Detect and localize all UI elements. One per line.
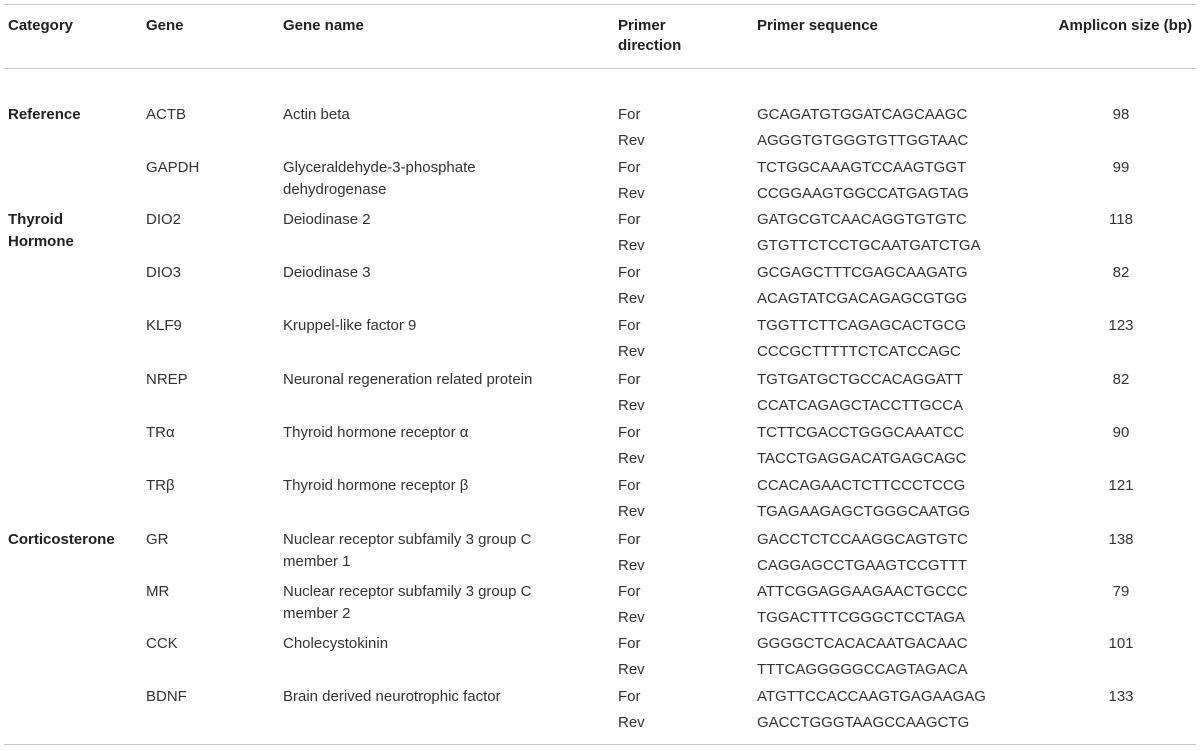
primer-sequence-rev: TACCTGAGGACATGAGCAGC — [757, 450, 967, 467]
primer-direction-for: For — [618, 531, 641, 548]
primer-sequence-for: GCAGATGTGGATCAGCAAGC — [757, 106, 968, 123]
primer-sequence-for: CCACAGAACTCTTCCCTCCG — [757, 477, 966, 494]
gene-symbol: TRα — [146, 424, 175, 441]
primer-sequence-for: GGGGCTCACACAATGACAAC — [757, 635, 968, 652]
gene-symbol: ACTB — [146, 106, 187, 123]
amplicon-size: 82 — [1112, 264, 1130, 281]
primer-direction-for: For — [618, 424, 641, 441]
primer-direction-for: For — [618, 317, 641, 334]
gene-symbol: NREP — [146, 371, 188, 388]
primer-direction-rev: Rev — [618, 290, 645, 307]
primer-sequence-for: TGTGATGCTGCCACAGGATT — [757, 371, 964, 388]
primer-sequence-for: TCTGGCAAAGTCCAAGTGGT — [757, 159, 967, 176]
primer-sequence-rev: TGGACTTTCGGGCTCCTAGA — [757, 609, 966, 626]
gene-name: Neuronal regeneration related protein — [283, 371, 533, 388]
gene-name: Brain derived neurotrophic factor — [283, 688, 501, 705]
gene-name: Cholecystokinin — [283, 635, 389, 652]
primer-direction-rev: Rev — [618, 450, 645, 467]
primer-sequence-for: GATGCGTCAACAGGTGTGTC — [757, 211, 967, 228]
amplicon-size: 98 — [1112, 106, 1130, 123]
gene-name: Kruppel-like factor 9 — [283, 317, 417, 334]
gene-symbol: CCK — [146, 635, 178, 652]
primer-direction-rev: Rev — [618, 237, 645, 254]
gene-name: Deiodinase 2 — [283, 211, 371, 228]
primer-direction-for: For — [618, 159, 641, 176]
amplicon-size: 121 — [1108, 477, 1134, 494]
header-primer-direction: Primer direction — [618, 17, 682, 54]
category-label: Thyroid Hormone — [8, 211, 74, 250]
amplicon-size: 101 — [1108, 635, 1134, 652]
primer-sequence-rev: TTTCAGGGGGCCAGTAGACA — [757, 661, 968, 678]
primer-direction-rev: Rev — [618, 661, 645, 678]
primer-direction-for: For — [618, 371, 641, 388]
primer-sequence-for: TGGTTCTTCAGAGCACTGCG — [757, 317, 967, 334]
gene-name: Actin beta — [283, 106, 350, 123]
gene-symbol: BDNF — [146, 688, 187, 705]
category-label: Corticosterone — [8, 531, 115, 548]
amplicon-size: 99 — [1112, 159, 1130, 176]
primer-sequence-for: GCGAGCTTTCGAGCAAGATG — [757, 264, 968, 281]
primer-sequence-for: TCTTCGACCTGGGCAAATCC — [757, 424, 965, 441]
amplicon-size: 79 — [1112, 583, 1130, 600]
header-gene-name: Gene name — [283, 17, 364, 34]
amplicon-size: 123 — [1108, 317, 1134, 334]
primer-direction-rev: Rev — [618, 714, 645, 731]
primer-sequence-rev: ACAGTATCGACAGAGCGTGG — [757, 290, 968, 307]
primer-direction-for: For — [618, 477, 641, 494]
header-rule — [4, 68, 1196, 69]
gene-name: Deiodinase 3 — [283, 264, 371, 281]
primer-direction-for: For — [618, 583, 641, 600]
bottom-rule — [4, 744, 1196, 745]
primer-direction-for: For — [618, 211, 641, 228]
header-primer-sequence: Primer sequence — [757, 17, 878, 34]
header-amplicon-size: Amplicon size (bp) — [1058, 17, 1192, 34]
gene-name: Thyroid hormone receptor β — [283, 477, 469, 494]
primer-sequence-rev: CCCGCTTTTTCTCATCCAGC — [757, 343, 961, 360]
primer-sequence-for: GACCTCTCCAAGGCAGTGTC — [757, 531, 968, 548]
gene-name: Nuclear receptor subfamily 3 group C member 1 — [283, 531, 532, 570]
gene-name: Thyroid hormone receptor α — [283, 424, 469, 441]
primer-direction-rev: Rev — [618, 609, 645, 626]
primer-sequence-rev: CCGGAAGTGGCCATGAGTAG — [757, 185, 969, 202]
amplicon-size: 90 — [1112, 424, 1130, 441]
primer-direction-rev: Rev — [618, 185, 645, 202]
primer-direction-rev: Rev — [618, 397, 645, 414]
gene-symbol: DIO2 — [146, 211, 182, 228]
primer-direction-rev: Rev — [618, 132, 645, 149]
gene-symbol: KLF9 — [146, 317, 182, 334]
category-label: Reference — [8, 106, 81, 123]
amplicon-size: 138 — [1108, 531, 1134, 548]
primer-direction-for: For — [618, 688, 641, 705]
header-category: Category — [8, 17, 74, 34]
primer-sequence-rev: CAGGAGCCTGAAGTCCGTTT — [757, 557, 967, 574]
gene-symbol: GAPDH — [146, 159, 200, 176]
primer-sequence-rev: GTGTTCTCCTGCAATGATCTGA — [757, 237, 981, 254]
primer-sequence-for: ATGTTCCACCAAGTGAGAAGAG — [757, 688, 986, 705]
gene-name: Glyceraldehyde-3-phosphate dehydrogenase — [283, 159, 476, 198]
primer-sequence-for: ATTCGGAGGAAGAACTGCCC — [757, 583, 968, 600]
primer-direction-for: For — [618, 106, 641, 123]
primer-direction-for: For — [618, 264, 641, 281]
top-rule — [4, 4, 1196, 5]
primer-sequence-rev: TGAGAAGAGCTGGGCAATGG — [757, 503, 971, 520]
amplicon-size: 82 — [1112, 371, 1130, 388]
primer-sequence-rev: AGGGTGTGGGTGTTGGTAAC — [757, 132, 969, 149]
gene-name: Nuclear receptor subfamily 3 group C member 2 — [283, 583, 532, 622]
amplicon-size: 118 — [1109, 211, 1133, 228]
primer-direction-rev: Rev — [618, 343, 645, 360]
amplicon-size: 133 — [1108, 688, 1134, 705]
gene-symbol: MR — [146, 583, 170, 600]
gene-symbol: DIO3 — [146, 264, 182, 281]
primer-sequence-rev: CCATCAGAGCTACCTTGCCA — [757, 397, 964, 414]
gene-symbol: GR — [146, 531, 169, 548]
gene-symbol: TRβ — [146, 477, 175, 494]
primer-sequence-rev: GACCTGGGTAAGCCAAGCTG — [757, 714, 970, 731]
primer-direction-for: For — [618, 635, 641, 652]
primer-direction-rev: Rev — [618, 557, 645, 574]
header-gene: Gene — [146, 17, 184, 34]
primer-direction-rev: Rev — [618, 503, 645, 520]
